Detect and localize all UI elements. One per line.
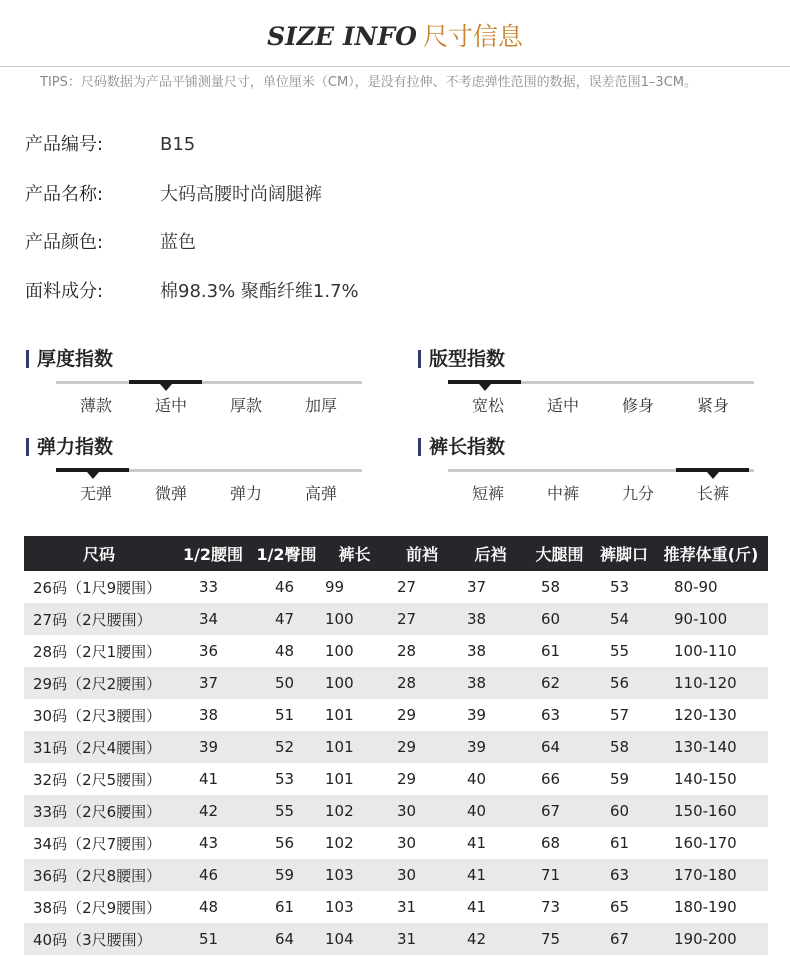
table-cell: 60 xyxy=(594,795,654,827)
column-header: 尺码 xyxy=(24,536,174,571)
info-value: B15 xyxy=(160,134,196,155)
table-cell: 59 xyxy=(610,770,630,788)
table-cell: 80-90 xyxy=(674,578,718,596)
section-marker xyxy=(26,350,29,368)
table-cell: 103 xyxy=(325,898,354,916)
index-option: 薄款 xyxy=(79,396,112,415)
table-cell: 37 xyxy=(174,667,252,699)
table-cell: 100 xyxy=(321,603,388,635)
index-option: 中裤 xyxy=(546,484,579,503)
index-title: 版型指数 xyxy=(429,348,506,370)
index-title: 裤长指数 xyxy=(429,436,506,458)
table-row xyxy=(24,827,768,859)
size-cell: 31码（2尺4腰围） xyxy=(24,731,174,763)
table-cell: 41 xyxy=(456,859,525,891)
index-option: 厚款 xyxy=(229,396,262,415)
table-cell: 41 xyxy=(467,898,487,916)
table-cell: 102 xyxy=(325,834,354,852)
table-cell: 28 xyxy=(397,642,417,660)
table-cell: 100-110 xyxy=(674,642,737,660)
table-cell: 40 xyxy=(467,770,487,788)
table-cell: 40 xyxy=(456,795,525,827)
table-cell: 62 xyxy=(525,667,594,699)
table-cell: 36 xyxy=(199,642,219,660)
table-cell: 67 xyxy=(594,923,654,955)
index-option: 短裤 xyxy=(471,484,504,503)
size-table xyxy=(24,536,768,955)
table-cell: 46 xyxy=(174,859,252,891)
table-cell: 61 xyxy=(610,834,630,852)
column-header: 前裆 xyxy=(388,536,456,571)
length-index xyxy=(418,435,758,515)
table-cell: 52 xyxy=(252,731,321,763)
table-cell: 55 xyxy=(252,795,321,827)
table-cell: 150-160 xyxy=(654,795,768,827)
size-cell: 34码（2尺7腰围） xyxy=(33,834,162,853)
index-option: 加厚 xyxy=(304,396,337,415)
index-pointer xyxy=(707,472,719,479)
index-option: 适中 xyxy=(154,396,187,415)
table-cell: 51 xyxy=(275,706,295,724)
table-cell: 30 xyxy=(397,834,417,852)
column-header: 裤脚口 xyxy=(594,536,654,571)
table-cell: 103 xyxy=(321,859,388,891)
table-cell: 53 xyxy=(275,770,295,788)
table-row xyxy=(24,731,768,763)
table-cell: 66 xyxy=(541,770,561,788)
table-cell: 61 xyxy=(275,898,295,916)
table-cell: 99 xyxy=(325,578,345,596)
table-cell: 42 xyxy=(174,795,252,827)
table-cell: 48 xyxy=(199,898,219,916)
info-value: 棉98.3% 聚酯纤维1.7% xyxy=(160,281,359,302)
table-cell: 60 xyxy=(525,603,594,635)
index-title: 弹力指数 xyxy=(37,436,114,458)
table-cell: 110-120 xyxy=(654,667,768,699)
table-cell: 55 xyxy=(610,642,630,660)
index-option: 无弹 xyxy=(79,484,112,503)
table-cell: 31 xyxy=(388,923,456,955)
table-cell: 46 xyxy=(275,578,295,596)
table-cell: 170-180 xyxy=(654,859,768,891)
table-cell: 64 xyxy=(252,923,321,955)
table-cell: 29 xyxy=(388,731,456,763)
table-cell: 101 xyxy=(325,706,354,724)
table-cell: 104 xyxy=(321,923,388,955)
header-divider xyxy=(0,66,790,67)
info-label: 产品编号: xyxy=(25,134,104,155)
index-option: 高弹 xyxy=(304,484,337,503)
index-option: 九分 xyxy=(621,484,654,503)
title-english: SIZE INFO xyxy=(267,22,417,51)
index-option: 长裤 xyxy=(696,484,729,503)
table-cell: 101 xyxy=(321,731,388,763)
table-cell: 160-170 xyxy=(674,834,737,852)
table-cell: 57 xyxy=(610,706,630,724)
size-cell: 33码（2尺6腰围） xyxy=(24,795,174,827)
table-cell: 64 xyxy=(525,731,594,763)
size-cell: 28码（2尺1腰围） xyxy=(33,642,162,661)
info-label: 面料成分: xyxy=(25,281,104,302)
table-cell: 33 xyxy=(199,578,219,596)
table-cell: 41 xyxy=(467,834,487,852)
info-value: 蓝色 xyxy=(160,232,196,253)
table-cell: 61 xyxy=(541,642,561,660)
table-row xyxy=(24,699,768,731)
table-cell: 43 xyxy=(199,834,219,852)
table-cell: 30 xyxy=(388,859,456,891)
table-cell: 41 xyxy=(199,770,219,788)
tips-text: TIPS：尺码数据为产品平铺测量尺寸，单位厘米（CM），是没有拉伸、不考虑弹性范围的数据，误差范围1–3CM。 xyxy=(40,75,697,90)
column-header: 1/2臀围 xyxy=(252,536,321,571)
table-cell: 63 xyxy=(541,706,561,724)
table-cell: 56 xyxy=(594,667,654,699)
table-cell: 73 xyxy=(541,898,561,916)
size-cell: 40码（3尺腰围） xyxy=(24,923,174,955)
table-cell: 68 xyxy=(541,834,561,852)
table-row xyxy=(24,859,768,891)
table-cell: 65 xyxy=(610,898,630,916)
table-cell: 48 xyxy=(275,642,295,660)
table-cell: 29 xyxy=(397,770,417,788)
size-cell: 26码（1尺9腰围） xyxy=(33,578,162,597)
table-cell: 56 xyxy=(275,834,295,852)
index-title: 厚度指数 xyxy=(37,348,114,370)
info-value: 大码高腰时尚阔腿裤 xyxy=(160,184,322,205)
table-cell: 102 xyxy=(321,795,388,827)
page-title xyxy=(0,20,790,54)
index-pointer xyxy=(479,384,491,391)
table-cell: 47 xyxy=(252,603,321,635)
table-cell: 39 xyxy=(456,731,525,763)
column-header: 大腿围 xyxy=(525,536,594,571)
table-row xyxy=(24,603,768,635)
table-cell: 28 xyxy=(388,667,456,699)
table-cell: 38 xyxy=(456,603,525,635)
table-cell: 27 xyxy=(388,603,456,635)
table-cell: 100 xyxy=(321,667,388,699)
table-cell: 58 xyxy=(594,731,654,763)
header xyxy=(0,0,790,66)
table-cell: 101 xyxy=(325,770,354,788)
index-track xyxy=(56,381,362,384)
size-cell: 30码（2尺3腰围） xyxy=(33,706,162,725)
size-cell: 36码（2尺8腰围） xyxy=(24,859,174,891)
table-row xyxy=(24,635,768,667)
table-cell: 29 xyxy=(397,706,417,724)
table-cell: 27 xyxy=(397,578,417,596)
index-option: 紧身 xyxy=(696,396,729,415)
table-cell: 58 xyxy=(541,578,561,596)
table-cell: 54 xyxy=(594,603,654,635)
index-pointer xyxy=(87,472,99,479)
title-chinese: 尺寸信息 xyxy=(422,22,523,51)
table-cell: 30 xyxy=(388,795,456,827)
table-cell: 38 xyxy=(456,667,525,699)
index-option: 微弹 xyxy=(154,484,187,503)
table-cell: 59 xyxy=(252,859,321,891)
table-cell: 90-100 xyxy=(654,603,768,635)
size-cell: 38码（2尺9腰围） xyxy=(33,898,162,917)
table-cell: 140-150 xyxy=(674,770,737,788)
table-cell: 71 xyxy=(525,859,594,891)
elasticity-index xyxy=(26,435,366,515)
column-header: 后裆 xyxy=(456,536,525,571)
thickness-index xyxy=(26,347,366,427)
table-cell: 120-130 xyxy=(674,706,737,724)
table-cell: 50 xyxy=(252,667,321,699)
table-cell: 53 xyxy=(610,578,630,596)
section-marker xyxy=(26,438,29,456)
table-cell: 100 xyxy=(325,642,354,660)
table-header-row xyxy=(24,536,768,571)
section-marker xyxy=(418,438,421,456)
table-row xyxy=(24,891,768,923)
table-cell: 180-190 xyxy=(674,898,737,916)
table-body xyxy=(24,571,768,955)
table-row xyxy=(24,795,768,827)
table-cell: 39 xyxy=(174,731,252,763)
size-cell: 32码（2尺5腰围） xyxy=(33,770,162,789)
index-option: 适中 xyxy=(546,396,579,415)
table-row xyxy=(24,667,768,699)
table-row xyxy=(24,571,768,603)
table-cell: 37 xyxy=(467,578,487,596)
info-label: 产品名称: xyxy=(25,184,104,205)
column-header: 推荐体重(斤) xyxy=(654,536,768,571)
index-pointer xyxy=(160,384,172,391)
size-cell: 27码（2尺腰围） xyxy=(24,603,174,635)
table-cell: 63 xyxy=(594,859,654,891)
section-marker xyxy=(418,350,421,368)
table-cell: 67 xyxy=(525,795,594,827)
size-cell: 29码（2尺2腰围） xyxy=(24,667,174,699)
table-cell: 39 xyxy=(467,706,487,724)
table-cell: 31 xyxy=(397,898,417,916)
info-label: 产品颜色: xyxy=(25,232,104,253)
index-option: 弹力 xyxy=(229,484,262,503)
index-option: 修身 xyxy=(621,396,654,415)
table-cell: 42 xyxy=(456,923,525,955)
table-cell: 190-200 xyxy=(654,923,768,955)
index-option: 宽松 xyxy=(471,396,504,415)
table-cell: 75 xyxy=(525,923,594,955)
table-row xyxy=(24,923,768,955)
table-cell: 38 xyxy=(467,642,487,660)
table-cell: 38 xyxy=(199,706,219,724)
table-row xyxy=(24,763,768,795)
table-cell: 34 xyxy=(174,603,252,635)
column-header: 裤长 xyxy=(321,536,388,571)
table-cell: 51 xyxy=(174,923,252,955)
column-header: 1/2腰围 xyxy=(174,536,252,571)
table-cell: 130-140 xyxy=(654,731,768,763)
fit-index xyxy=(418,347,758,427)
